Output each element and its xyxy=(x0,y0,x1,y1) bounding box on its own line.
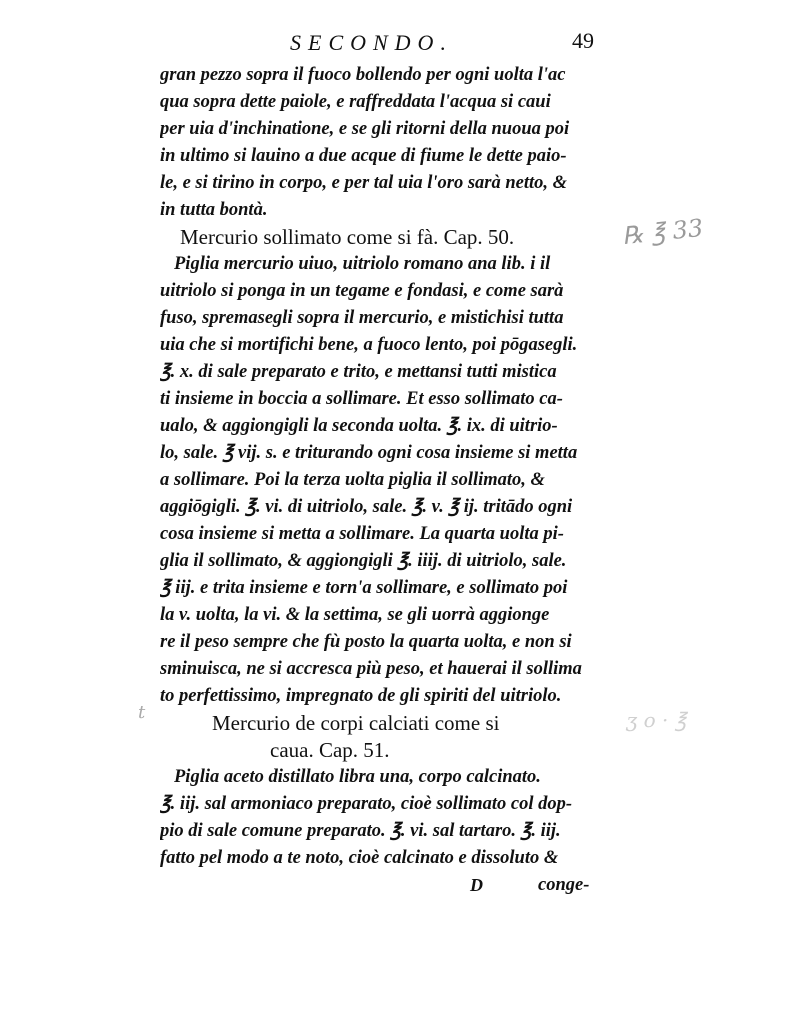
text-line: ℥. x. di sale preparato e trito, e mettansi tutti mistica xyxy=(160,362,557,382)
text-line: cosa insieme si metta a sollimare. La quarta uolta pi- xyxy=(160,524,564,544)
signature-mark: D xyxy=(470,875,483,895)
text-line: sminuisca, ne si accresca più peso, et hauerai il sollima xyxy=(160,659,582,679)
text-line: uitriolo si ponga in un tegame e fondasi, e come sarà xyxy=(160,281,564,301)
text-line: qua sopra dette paiole, e raffreddata l'acqua si caui xyxy=(160,92,551,112)
text-line: la v. uolta, la vi. & la settima, se gli uorrà aggionge xyxy=(160,605,550,625)
text-line: le, e si tirino in corpo, e per tal uia l'oro sarà netto, & xyxy=(160,173,568,193)
margin-note-right-faded: ʒ o · ℥ xyxy=(626,708,687,732)
text-line: glia il sollimato, & aggiongigli ℥. iiij. di uitriolo, sale. xyxy=(160,551,567,571)
catchword: conge- xyxy=(538,875,590,895)
text-line: Piglia aceto distillato libra una, corpo calcinato. xyxy=(174,767,541,787)
text-line: ℥ iij. e trita insieme e torn'a sollimare, e sollimato poi xyxy=(160,578,568,598)
body-text xyxy=(160,62,620,899)
text-line: ualo, & aggiongigli la seconda uolta. ℥. ix. di uitrio- xyxy=(160,416,558,436)
text-line: fatto pel modo a te noto, cioè calcinato e dissoluto & xyxy=(160,848,559,868)
text-line: to perfettissimo, impregnato de gli spiriti del uitriolo. xyxy=(160,686,562,706)
running-head: SECONDO. xyxy=(290,30,453,55)
chapter-heading-51-cont: caua. Cap. 51. xyxy=(270,738,390,762)
text-line: uia che si mortifichi bene, a fuoco lento, poi pōgasegli. xyxy=(160,335,578,355)
text-line: ℥. iij. sal armoniaco preparato, cioè sollimato col dop- xyxy=(160,794,573,814)
margin-note-right: ℞ ℥ 33 xyxy=(620,213,705,251)
text-line: per uia d'inchinatione, e se gli ritorni della nuoua poi xyxy=(160,119,570,139)
text-line: a sollimare. Poi la terza uolta piglia il sollimato, & xyxy=(160,470,545,490)
text-line: in tutta bontà. xyxy=(160,200,268,220)
page-number: 49 xyxy=(572,28,594,53)
text-line: ti insieme in boccia a sollimare. Et esso sollimato ca- xyxy=(160,389,563,409)
text-line: pio di sale comune preparato. ℥. vi. sal tartaro. ℥. iij. xyxy=(160,821,561,841)
text-line: fuso, spremasegli sopra il mercurio, e mistichisi tutta xyxy=(160,308,564,328)
text-line: re il peso sempre che fù posto la quarta uolta, e non si xyxy=(160,632,572,652)
chapter-heading-50: Mercurio sollimato come si fà. Cap. 50. xyxy=(180,225,515,249)
text-line: lo, sale. ℥ vij. s. e triturando ogni cosa insieme si metta xyxy=(160,443,578,463)
text-line: in ultimo si lauino a due acque di fiume le dette paio- xyxy=(160,146,567,166)
text-line: aggiōgigli. ℥. vi. di uitriolo, sale. ℥. v. ℥ ij. tritādo ogni xyxy=(160,497,573,517)
chapter-heading-51: Mercurio de corpi calciati come si xyxy=(212,711,500,735)
catch-row xyxy=(160,872,620,899)
margin-note-left: t xyxy=(138,702,146,723)
text-line: gran pezzo sopra il fuoco bollendo per ogni uolta l'ac xyxy=(160,65,566,85)
text-line: Piglia mercurio uiuo, uitriolo romano ana lib. i il xyxy=(174,254,551,274)
